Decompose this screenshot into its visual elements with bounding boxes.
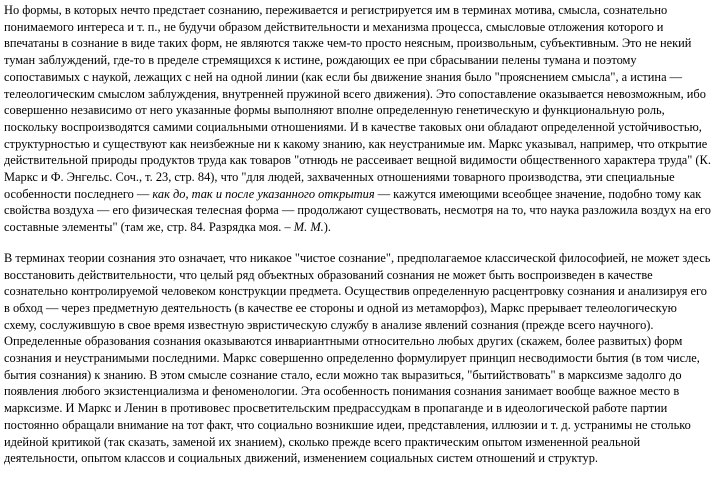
paragraph-1-author-initials: М. М. xyxy=(293,220,324,235)
paragraph-1-text-a: Но формы, в которых нечто предстает сознанию, переживается и регистрируется им в терминах мотива, смысла, сознательно понимаемого интереса и т. п., не будучи образом действительности и механизма процесса, смысловые отложения которого и впечатаны в сознание в виде таких форм, не являются также чем-то просто неясным, произвольным, субъективным. Это не некий туман заблуждений, где-то в пределе стремящихся к истине, рождающих ее при сбрасывании пелены тумана и поэтому сопоставимых с наукой, лежащих с ней на одной линии (как если бы движение знания было "прояснением смысла", а истина — телеологическим смыслом заблуждения, внутренней пружиной всего движения). Это сопоставление оказывается невозможным, ибо совершенно независимо от него указанные формы выполняют вполне определенную генетическую и функциональную роль, поскольку воспроизводятся самими социальными отношениями. И в качестве таковых они обладают определенной устойчивостью, структурностью и существуют как неизбежные ни к какому знанию, как неустранимые им. Маркс указывал, например, что открытие действительной природы продуктов труда как товаров "отнюдь не рассеивает вещной видимости общественного характера труда" (К. Маркс и Ф. Энгельс. Соч., т. 23, стр. 84), что "для людей, захваченных отношениями товарного производства, эти специальные особенности последнего — xyxy=(4,3,711,201)
paragraph-2-text: В терминах теории сознания это означает, что никакое "чистое сознание", предполагаемое классической философией, не может здесь восстановить действительности, что целый ряд объектных образований сознания не может быть воспроизведен в качестве сознательно контролируемой человеком конструкции предмета. Осуществив определенную расцентровку сознания и анализируя его в обход — через предметную деятельность (в качестве ее стороны и одной из метаморфоз), Маркс прерывает телеологическую схему, сослужившую в свое время известную эвристическую службу в анализе явлений сознания (прежде всего научного). Определенные образования сознания оказываются инвариантными относительно любых других (скажем, более развитых) форм сознания и неустранимыми последними. Маркс совершенно определенно формулирует принцип несводимости бытия (в том числе, бытия сознания) к знанию. В этом смысле сознание стало, если можно так выразиться, "бытийствовать" в марксизме задолго до появления любого экзистенциализма и феноменологии. Эта особенность понимания сознания занимает вообще важное место в марксизме. И Маркс и Ленин в противовес просветительским предрассудкам в пропаганде и в идеологической работе партии постоянно обращали внимание на тот факт, что социально возникшие идеи, представления, иллюзии и т. д. устранимы не столько идейной критикой (так сказать, заменой их знанием), сколько прежде всего практическим опытом измененной реальной деятельности, опытом классов и социальных движений, изменением социальных систем отношений и структур. xyxy=(4,250,711,466)
paragraph-1-text-c: ). xyxy=(323,220,331,235)
paragraph-1 xyxy=(4,2,711,236)
paragraph-1-italic-phrase: как до, так и после указанного открытия xyxy=(152,186,375,201)
document-page xyxy=(0,2,715,493)
paragraph-2 xyxy=(4,250,711,467)
paragraph-1-text-b: — кажутся имеющими всеобщее значение, подобно тому как свойства воздуха — его физическая телесная форма — продолжают существовать, несмотря на то, что наука разложила воздух на его составные элементы" (там же, стр. 84. Разрядка моя. – xyxy=(4,186,711,235)
